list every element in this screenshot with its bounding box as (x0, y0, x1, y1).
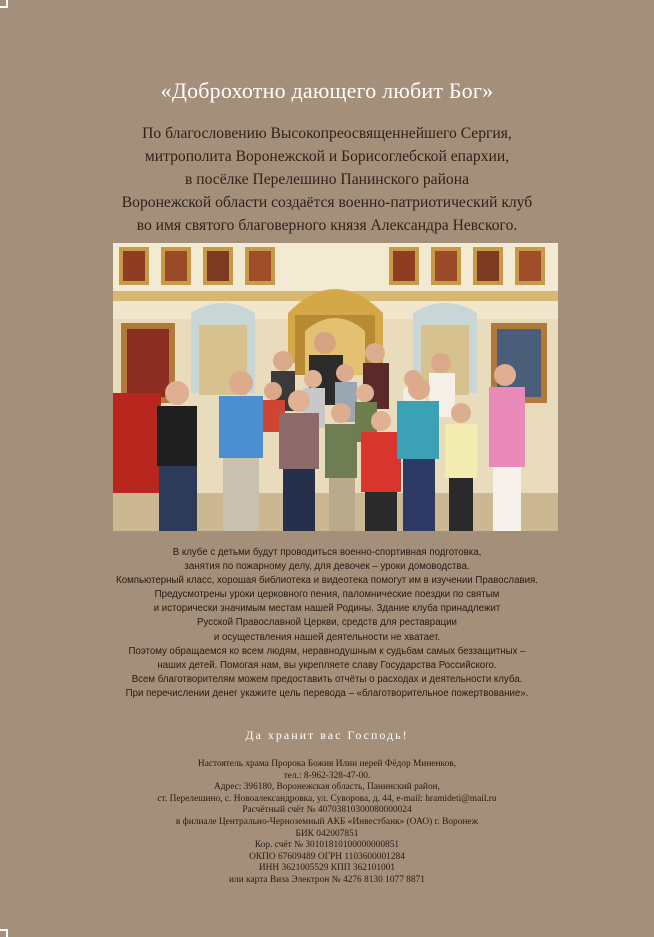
blessing-heading: Да хранит вас Господь! (245, 728, 409, 742)
group-photo (113, 243, 558, 531)
body-line: и исторически значимым местам нашей Родины. Здание клуба принадлежит (153, 603, 501, 615)
body-paragraph (30, 546, 624, 701)
contact-details (30, 759, 624, 887)
intro-line: в посёлке Перелешино Панинского района (185, 171, 469, 188)
body-line: и осуществления нашей деятельности не хватает. (213, 631, 441, 643)
intro-line: во имя святого благоверного князя Александра Невского. (136, 217, 518, 234)
body-line: наших детей. Помогая нам, вы укрепляете славу Государства Российского. (157, 659, 497, 671)
body-line: Поэтому обращаемся ко всем людям, неравнодушным к судьбам самых беззащитных – (128, 645, 526, 657)
body-line: Всем благотворителям можем предоставить отчёты о расходах и деятельности клуба. (131, 673, 523, 685)
page-title: «Доброхотно дающего любит Бог» (160, 78, 494, 103)
visa-card: или карта Виза Электрон № 4276 8130 1077 8871 (229, 874, 425, 885)
body-line: При перечислении денег укажите цель перевода – «благотворительное пожертвование». (125, 687, 529, 699)
intro-line: митрополита Воронежской и Борисоглебской епархии, (144, 148, 510, 165)
body-line: Предусмотрены уроки церковного пения, паломнические поездки по святым (154, 589, 500, 601)
body-line: занятия по пожарному делу, для девочек – уроки домоводства. (184, 561, 470, 573)
body-line: В клубе с детьми будут проводиться военно-спортивная подготовка, (172, 547, 482, 558)
contact-address: Адрес: 396180, Воронежская область, Панинский район, (213, 782, 440, 793)
bank-account: Расчётный счёт № 40703810300080000024 (242, 805, 412, 816)
intro-paragraph (40, 122, 614, 237)
contact-address-email: ст. Перелешино, с. Новоалександровка, ул. Суворова, д. 44, e-mail: hramideti@mail.ru (157, 793, 497, 804)
bank-bik: БИК 042007851 (295, 828, 359, 839)
contact-phone: тел.: 8-962-328-47-00. (283, 770, 371, 781)
intro-line: По благословению Высокопреосвященнейшего Сергия, (142, 125, 512, 142)
contact-line: Настоятель храма Пророка Божия Илии иерей Фёдор Миненков, (197, 759, 457, 769)
crop-mark-top-left (0, 0, 8, 8)
bank-okpo-ogrn: ОКПО 67609489 ОГРН 1103600001284 (249, 851, 405, 862)
crop-mark-bottom-left (0, 929, 8, 937)
body-line: Компьютерный класс, хорошая библиотека и видеотека помогут им в изучении Православия. (116, 575, 538, 587)
bank-inn-kpp: ИНН 3621005529 КПП 362101001 (258, 863, 396, 874)
intro-line: Воронежской области создаётся военно-патриотический клуб (121, 194, 533, 211)
bank-corr-account: Кор. счёт № 30101810100000000851 (254, 840, 400, 851)
bank-branch: в филиале Центрально-Черноземный АКБ «Инвестбанк» (ОАО) г. Воронеж (175, 816, 479, 827)
body-line: Русской Православной Церкви, средств для реставрации (197, 617, 457, 629)
